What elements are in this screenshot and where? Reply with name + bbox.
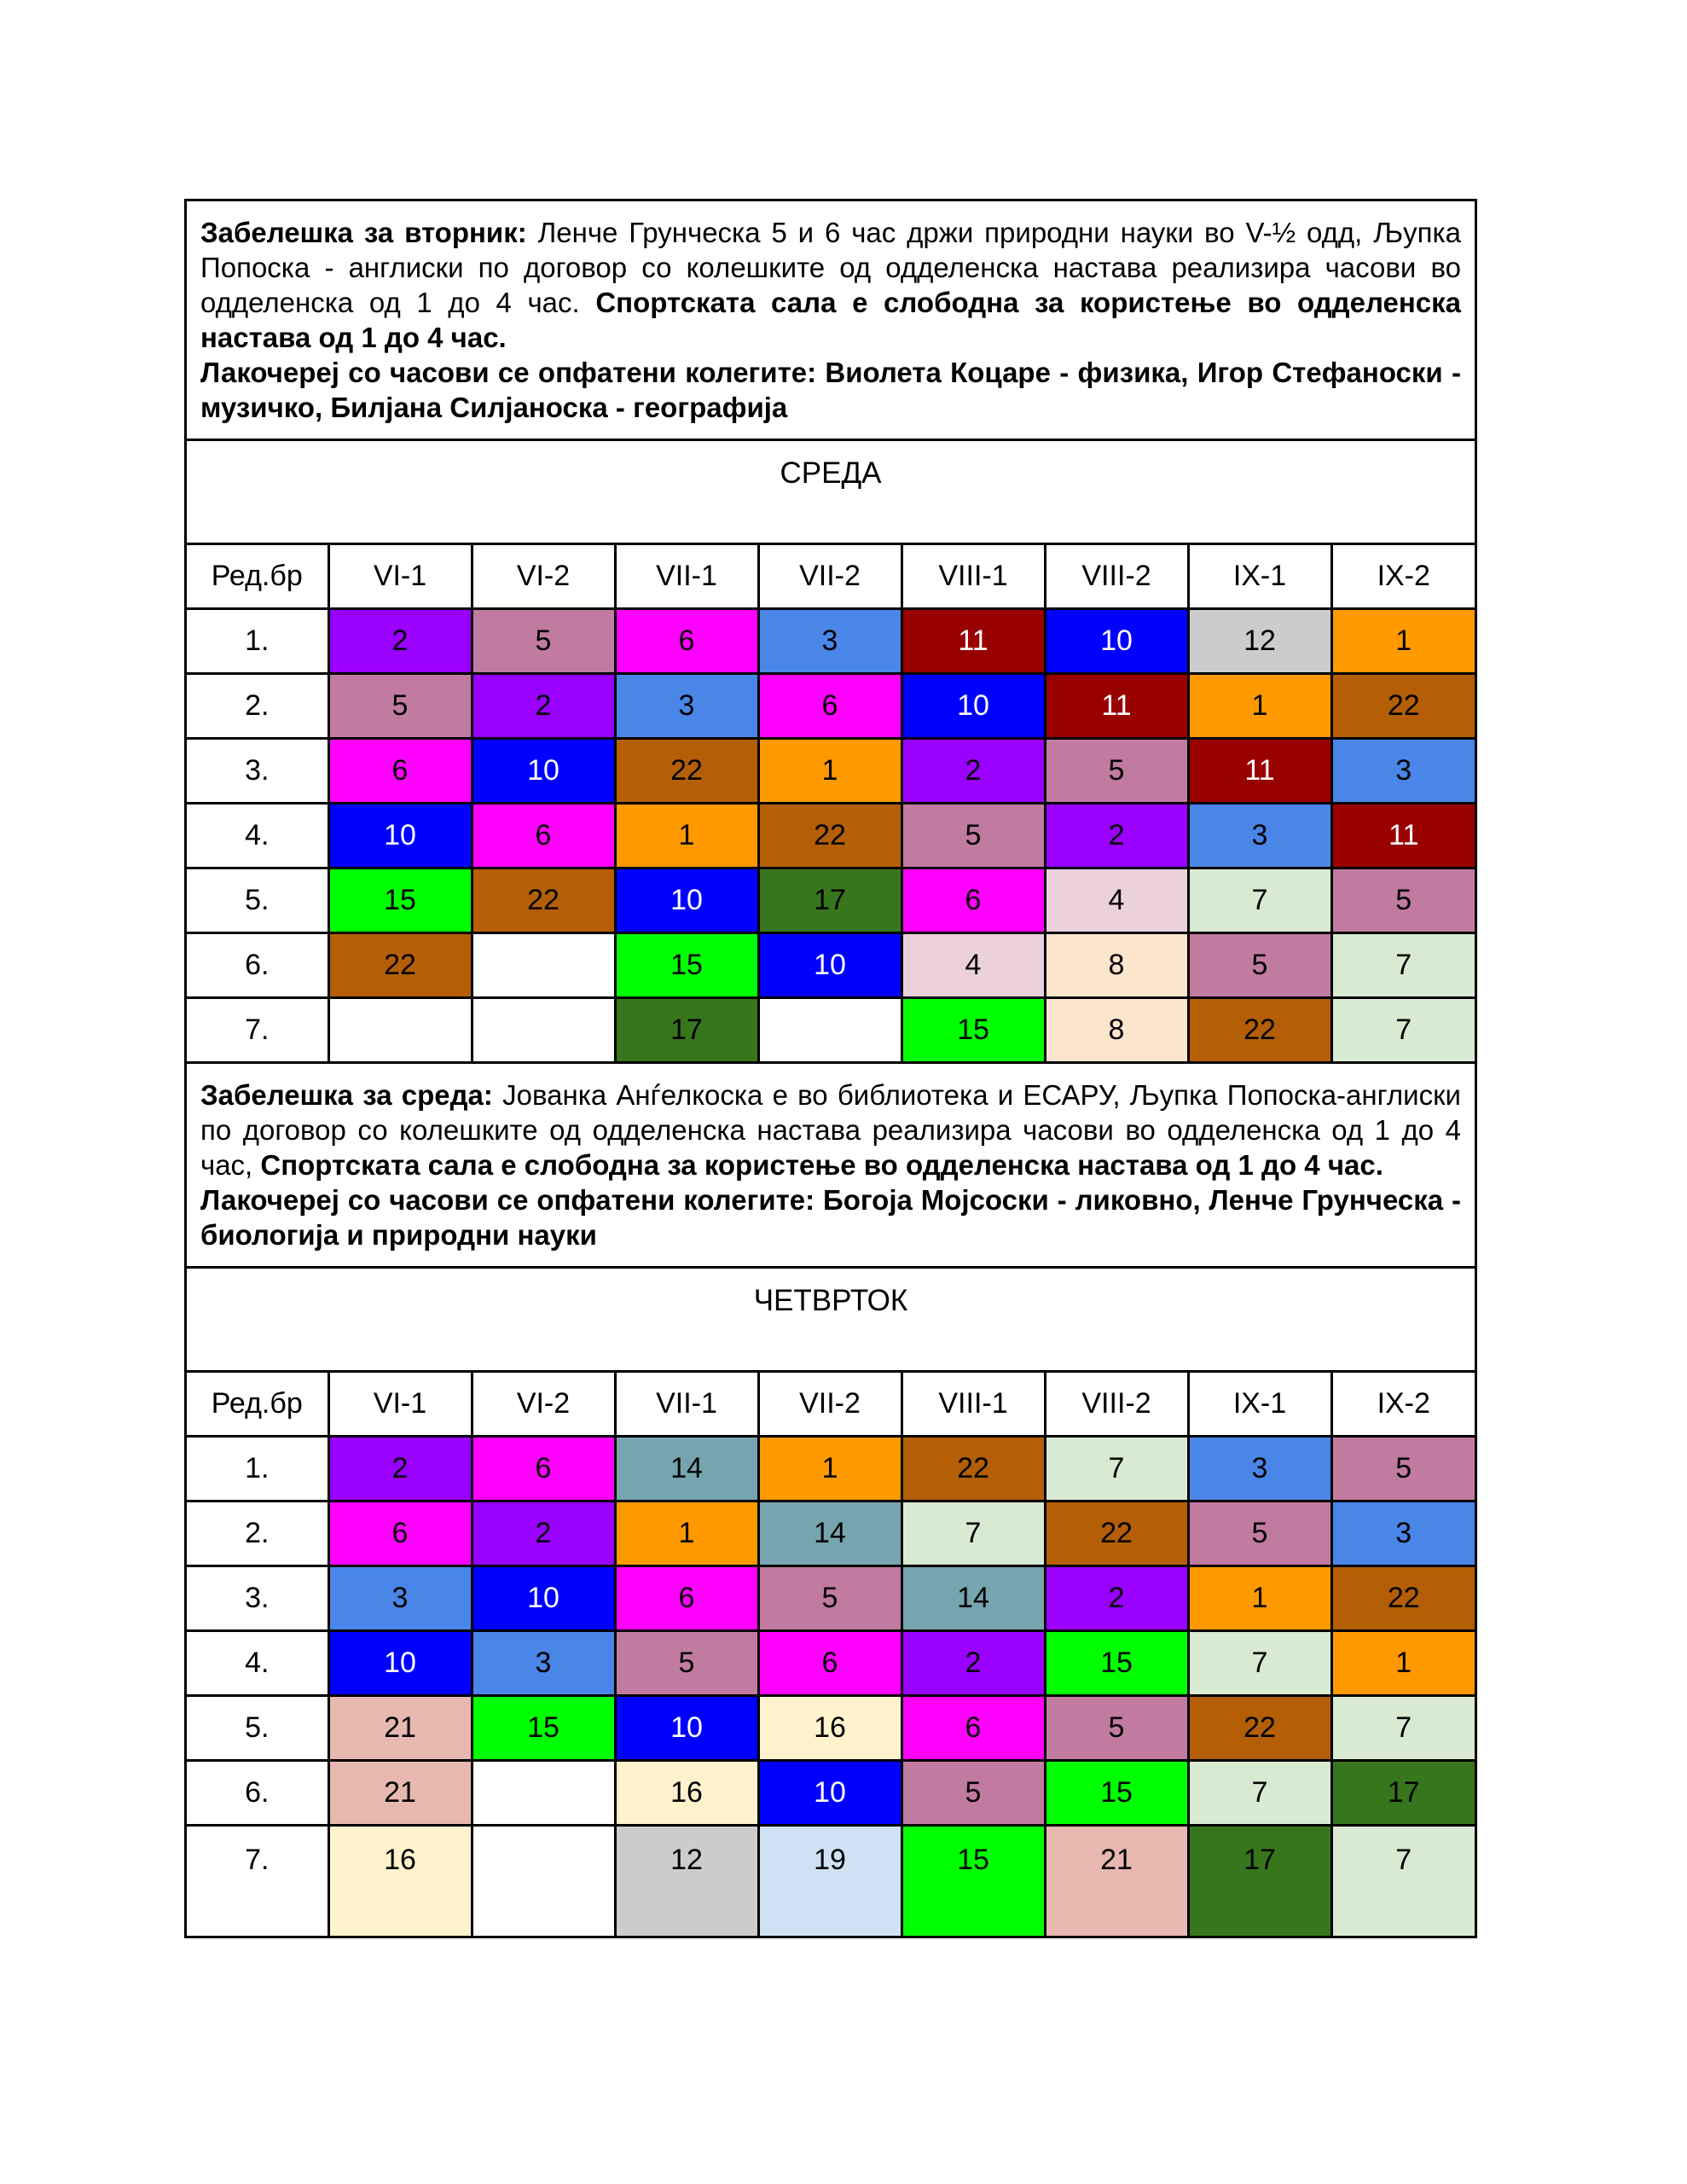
- note-bold-text: Спортската сала е слободна за користење во одделенска настава од 1 до 4 час.: [200, 287, 1462, 353]
- subject-cell: 17: [615, 998, 758, 1063]
- period-number: 2.: [187, 674, 328, 739]
- schedule-row: [187, 609, 1475, 674]
- subject-cell: 5: [1045, 739, 1188, 804]
- schedule-row: [187, 1761, 1475, 1826]
- period-number: 7.: [187, 1826, 328, 1937]
- subject-cell: 15: [1045, 1761, 1188, 1826]
- wednesday-note: [187, 1063, 1475, 1268]
- subject-cell: 3: [1188, 804, 1331, 868]
- subject-cell: 3: [758, 609, 901, 674]
- subject-cell: 1: [1331, 1631, 1475, 1696]
- subject-cell: 11: [1045, 674, 1188, 739]
- subject-cell: 7: [1188, 1631, 1331, 1696]
- subject-cell: 11: [1188, 739, 1331, 804]
- period-number: 4.: [187, 1631, 328, 1696]
- subject-cell: 16: [615, 1761, 758, 1826]
- header-class: IX-1: [1188, 544, 1331, 609]
- subject-cell: 12: [1188, 609, 1331, 674]
- subject-cell: 21: [328, 1696, 472, 1761]
- subject-cell: 6: [758, 674, 901, 739]
- subject-cell: 10: [901, 674, 1045, 739]
- subject-cell: 17: [758, 868, 901, 933]
- subject-cell: 4: [901, 933, 1045, 998]
- subject-cell: 7: [1188, 1761, 1331, 1826]
- subject-cell: 7: [1331, 998, 1475, 1063]
- subject-cell: 6: [472, 804, 615, 868]
- subject-cell: 1: [758, 1437, 901, 1502]
- period-number: 2.: [187, 1502, 328, 1566]
- header-class: VII-1: [615, 1372, 758, 1437]
- subject-cell: 8: [1045, 933, 1188, 998]
- subject-cell: 6: [901, 1696, 1045, 1761]
- subject-cell: 22: [758, 804, 901, 868]
- thursday-title-row: [187, 1268, 1475, 1372]
- schedule-row: [187, 933, 1475, 998]
- subject-cell: 7: [1331, 1826, 1475, 1937]
- note-text: Јованка Анѓелкоска е во библиотека и ЕСАРУ, Љупка Попоска-англиски по договор со колешките од одделенска настава реализира часови во одделенска од 1 до 4 час,: [200, 1079, 1461, 1181]
- subject-cell: 7: [1045, 1437, 1188, 1502]
- schedule-row: [187, 739, 1475, 804]
- note-label: Забелешка за вторник:: [200, 217, 527, 248]
- subject-cell: 5: [1331, 868, 1475, 933]
- subject-cell: 7: [1331, 1696, 1475, 1761]
- header-class: VIII-1: [901, 544, 1045, 609]
- header-class: IX-1: [1188, 1372, 1331, 1437]
- subject-cell: 22: [1188, 998, 1331, 1063]
- subject-cell: 10: [615, 868, 758, 933]
- schedule-row: [187, 1631, 1475, 1696]
- subject-cell: 21: [1045, 1826, 1188, 1937]
- subject-cell: [472, 1761, 615, 1826]
- schedule-row: [187, 1502, 1475, 1566]
- schedule-row: [187, 1437, 1475, 1502]
- subject-cell: 14: [615, 1437, 758, 1502]
- header-class: VII-2: [758, 1372, 901, 1437]
- header-class: VI-2: [472, 1372, 615, 1437]
- subject-cell: 3: [328, 1566, 472, 1631]
- subject-cell: 2: [901, 739, 1045, 804]
- schedule-sheet: [184, 199, 1477, 1938]
- note-colleagues: Лакочереј со часови се опфатени колегите: Богоја Мојсоски - ликовно, Ленче Грунческа - биологија и природни науки: [200, 1184, 1461, 1251]
- subject-cell: 2: [328, 609, 472, 674]
- subject-cell: 22: [472, 868, 615, 933]
- subject-cell: 2: [1045, 1566, 1188, 1631]
- header-ordinal: Ред.бр: [187, 1372, 328, 1437]
- header-class: IX-2: [1331, 544, 1475, 609]
- subject-cell: 5: [1331, 1437, 1475, 1502]
- subject-cell: 11: [901, 609, 1045, 674]
- period-number: 1.: [187, 1437, 328, 1502]
- subject-cell: 14: [901, 1566, 1045, 1631]
- subject-cell: 6: [758, 1631, 901, 1696]
- subject-cell: 10: [328, 804, 472, 868]
- period-number: 3.: [187, 739, 328, 804]
- subject-cell: 12: [615, 1826, 758, 1937]
- subject-cell: 6: [615, 609, 758, 674]
- subject-cell: 1: [615, 1502, 758, 1566]
- header-ordinal: Ред.бр: [187, 544, 328, 609]
- subject-cell: [472, 1826, 615, 1937]
- subject-cell: [758, 998, 901, 1063]
- subject-cell: 3: [615, 674, 758, 739]
- subject-cell: 10: [328, 1631, 472, 1696]
- header-class: IX-2: [1331, 1372, 1475, 1437]
- subject-cell: 3: [1331, 739, 1475, 804]
- subject-cell: [472, 998, 615, 1063]
- subject-cell: 15: [615, 933, 758, 998]
- subject-cell: 5: [901, 1761, 1045, 1826]
- subject-cell: 15: [901, 1826, 1045, 1937]
- subject-cell: 7: [1188, 868, 1331, 933]
- subject-cell: 6: [901, 868, 1045, 933]
- subject-cell: 22: [1331, 674, 1475, 739]
- subject-cell: 3: [472, 1631, 615, 1696]
- subject-cell: 16: [758, 1696, 901, 1761]
- header-class: VI-1: [328, 544, 472, 609]
- subject-cell: 5: [1045, 1696, 1188, 1761]
- subject-cell: [472, 933, 615, 998]
- subject-cell: 2: [901, 1631, 1045, 1696]
- day-title: ЧЕТВРТОК: [187, 1268, 1475, 1372]
- subject-cell: 5: [1188, 933, 1331, 998]
- subject-cell: 10: [758, 933, 901, 998]
- period-number: 6.: [187, 1761, 328, 1826]
- subject-cell: 19: [758, 1826, 901, 1937]
- subject-cell: 1: [758, 739, 901, 804]
- header-class: VI-2: [472, 544, 615, 609]
- subject-cell: 15: [328, 868, 472, 933]
- tuesday-note: [187, 201, 1475, 440]
- header-class: VIII-2: [1045, 1372, 1188, 1437]
- header-class: VII-2: [758, 544, 901, 609]
- note-colleagues: Лакочереј со часови се опфатени колегите: Виолета Коцаре - физика, Игор Стефаноски - музичко, Билјана Силјаноска - географија: [200, 357, 1461, 423]
- subject-cell: 4: [1045, 868, 1188, 933]
- header-class: VI-1: [328, 1372, 472, 1437]
- subject-cell: 15: [1045, 1631, 1188, 1696]
- schedule-table: [187, 201, 1475, 1936]
- subject-cell: 3: [1331, 1502, 1475, 1566]
- thursday-header-row: [187, 1372, 1475, 1437]
- subject-cell: 22: [1331, 1566, 1475, 1631]
- subject-cell: 2: [472, 1502, 615, 1566]
- subject-cell: 22: [901, 1437, 1045, 1502]
- period-number: 3.: [187, 1566, 328, 1631]
- subject-cell: 5: [472, 609, 615, 674]
- subject-cell: 1: [1188, 1566, 1331, 1631]
- schedule-row: [187, 674, 1475, 739]
- subject-cell: 17: [1331, 1761, 1475, 1826]
- subject-cell: 10: [472, 739, 615, 804]
- schedule-row: [187, 998, 1475, 1063]
- subject-cell: 5: [615, 1631, 758, 1696]
- header-class: VII-1: [615, 544, 758, 609]
- subject-cell: 21: [328, 1761, 472, 1826]
- subject-cell: 15: [901, 998, 1045, 1063]
- note-bold-text: Спортската сала е слободна за користење во одделенска настава од 1 до 4 час.: [260, 1149, 1383, 1181]
- note-label: Забелешка за среда:: [200, 1079, 493, 1111]
- subject-cell: 6: [328, 739, 472, 804]
- subject-cell: 17: [1188, 1826, 1331, 1937]
- note-text: Ленче Грунческа 5 и 6 час држи природни науки во V-½ одд, Љупка Попоска - англиски по договор со колешките од одделенска настава реализира часови во одделенска од 1 до 4 час.: [200, 217, 1462, 318]
- subject-cell: 2: [472, 674, 615, 739]
- wednesday-title-row: [187, 440, 1475, 544]
- subject-cell: 7: [1331, 933, 1475, 998]
- subject-cell: 3: [1188, 1437, 1331, 1502]
- subject-cell: 22: [328, 933, 472, 998]
- subject-cell: 15: [472, 1696, 615, 1761]
- header-class: VIII-2: [1045, 544, 1188, 609]
- period-number: 7.: [187, 998, 328, 1063]
- subject-cell: [328, 998, 472, 1063]
- wednesday-header-row: [187, 544, 1475, 609]
- subject-cell: 10: [615, 1696, 758, 1761]
- schedule-row: [187, 1566, 1475, 1631]
- subject-cell: 10: [472, 1566, 615, 1631]
- header-class: VIII-1: [901, 1372, 1045, 1437]
- subject-cell: 16: [328, 1826, 472, 1937]
- subject-cell: 6: [615, 1566, 758, 1631]
- subject-cell: 6: [328, 1502, 472, 1566]
- subject-cell: 8: [1045, 998, 1188, 1063]
- schedule-row: [187, 1696, 1475, 1761]
- schedule-row: [187, 804, 1475, 868]
- subject-cell: 22: [1188, 1696, 1331, 1761]
- subject-cell: 5: [328, 674, 472, 739]
- period-number: 5.: [187, 1696, 328, 1761]
- subject-cell: 22: [1045, 1502, 1188, 1566]
- period-number: 1.: [187, 609, 328, 674]
- period-number: 6.: [187, 933, 328, 998]
- schedule-row: [187, 868, 1475, 933]
- subject-cell: 2: [328, 1437, 472, 1502]
- subject-cell: 11: [1331, 804, 1475, 868]
- subject-cell: 2: [1045, 804, 1188, 868]
- schedule-row: [187, 1826, 1475, 1937]
- subject-cell: 1: [1188, 674, 1331, 739]
- subject-cell: 14: [758, 1502, 901, 1566]
- subject-cell: 6: [472, 1437, 615, 1502]
- subject-cell: 5: [758, 1566, 901, 1631]
- subject-cell: 1: [1331, 609, 1475, 674]
- subject-cell: 10: [758, 1761, 901, 1826]
- subject-cell: 22: [615, 739, 758, 804]
- period-number: 4.: [187, 804, 328, 868]
- subject-cell: 5: [901, 804, 1045, 868]
- subject-cell: 5: [1188, 1502, 1331, 1566]
- subject-cell: 1: [615, 804, 758, 868]
- period-number: 5.: [187, 868, 328, 933]
- subject-cell: 10: [1045, 609, 1188, 674]
- day-title: СРЕДА: [187, 440, 1475, 544]
- subject-cell: 7: [901, 1502, 1045, 1566]
